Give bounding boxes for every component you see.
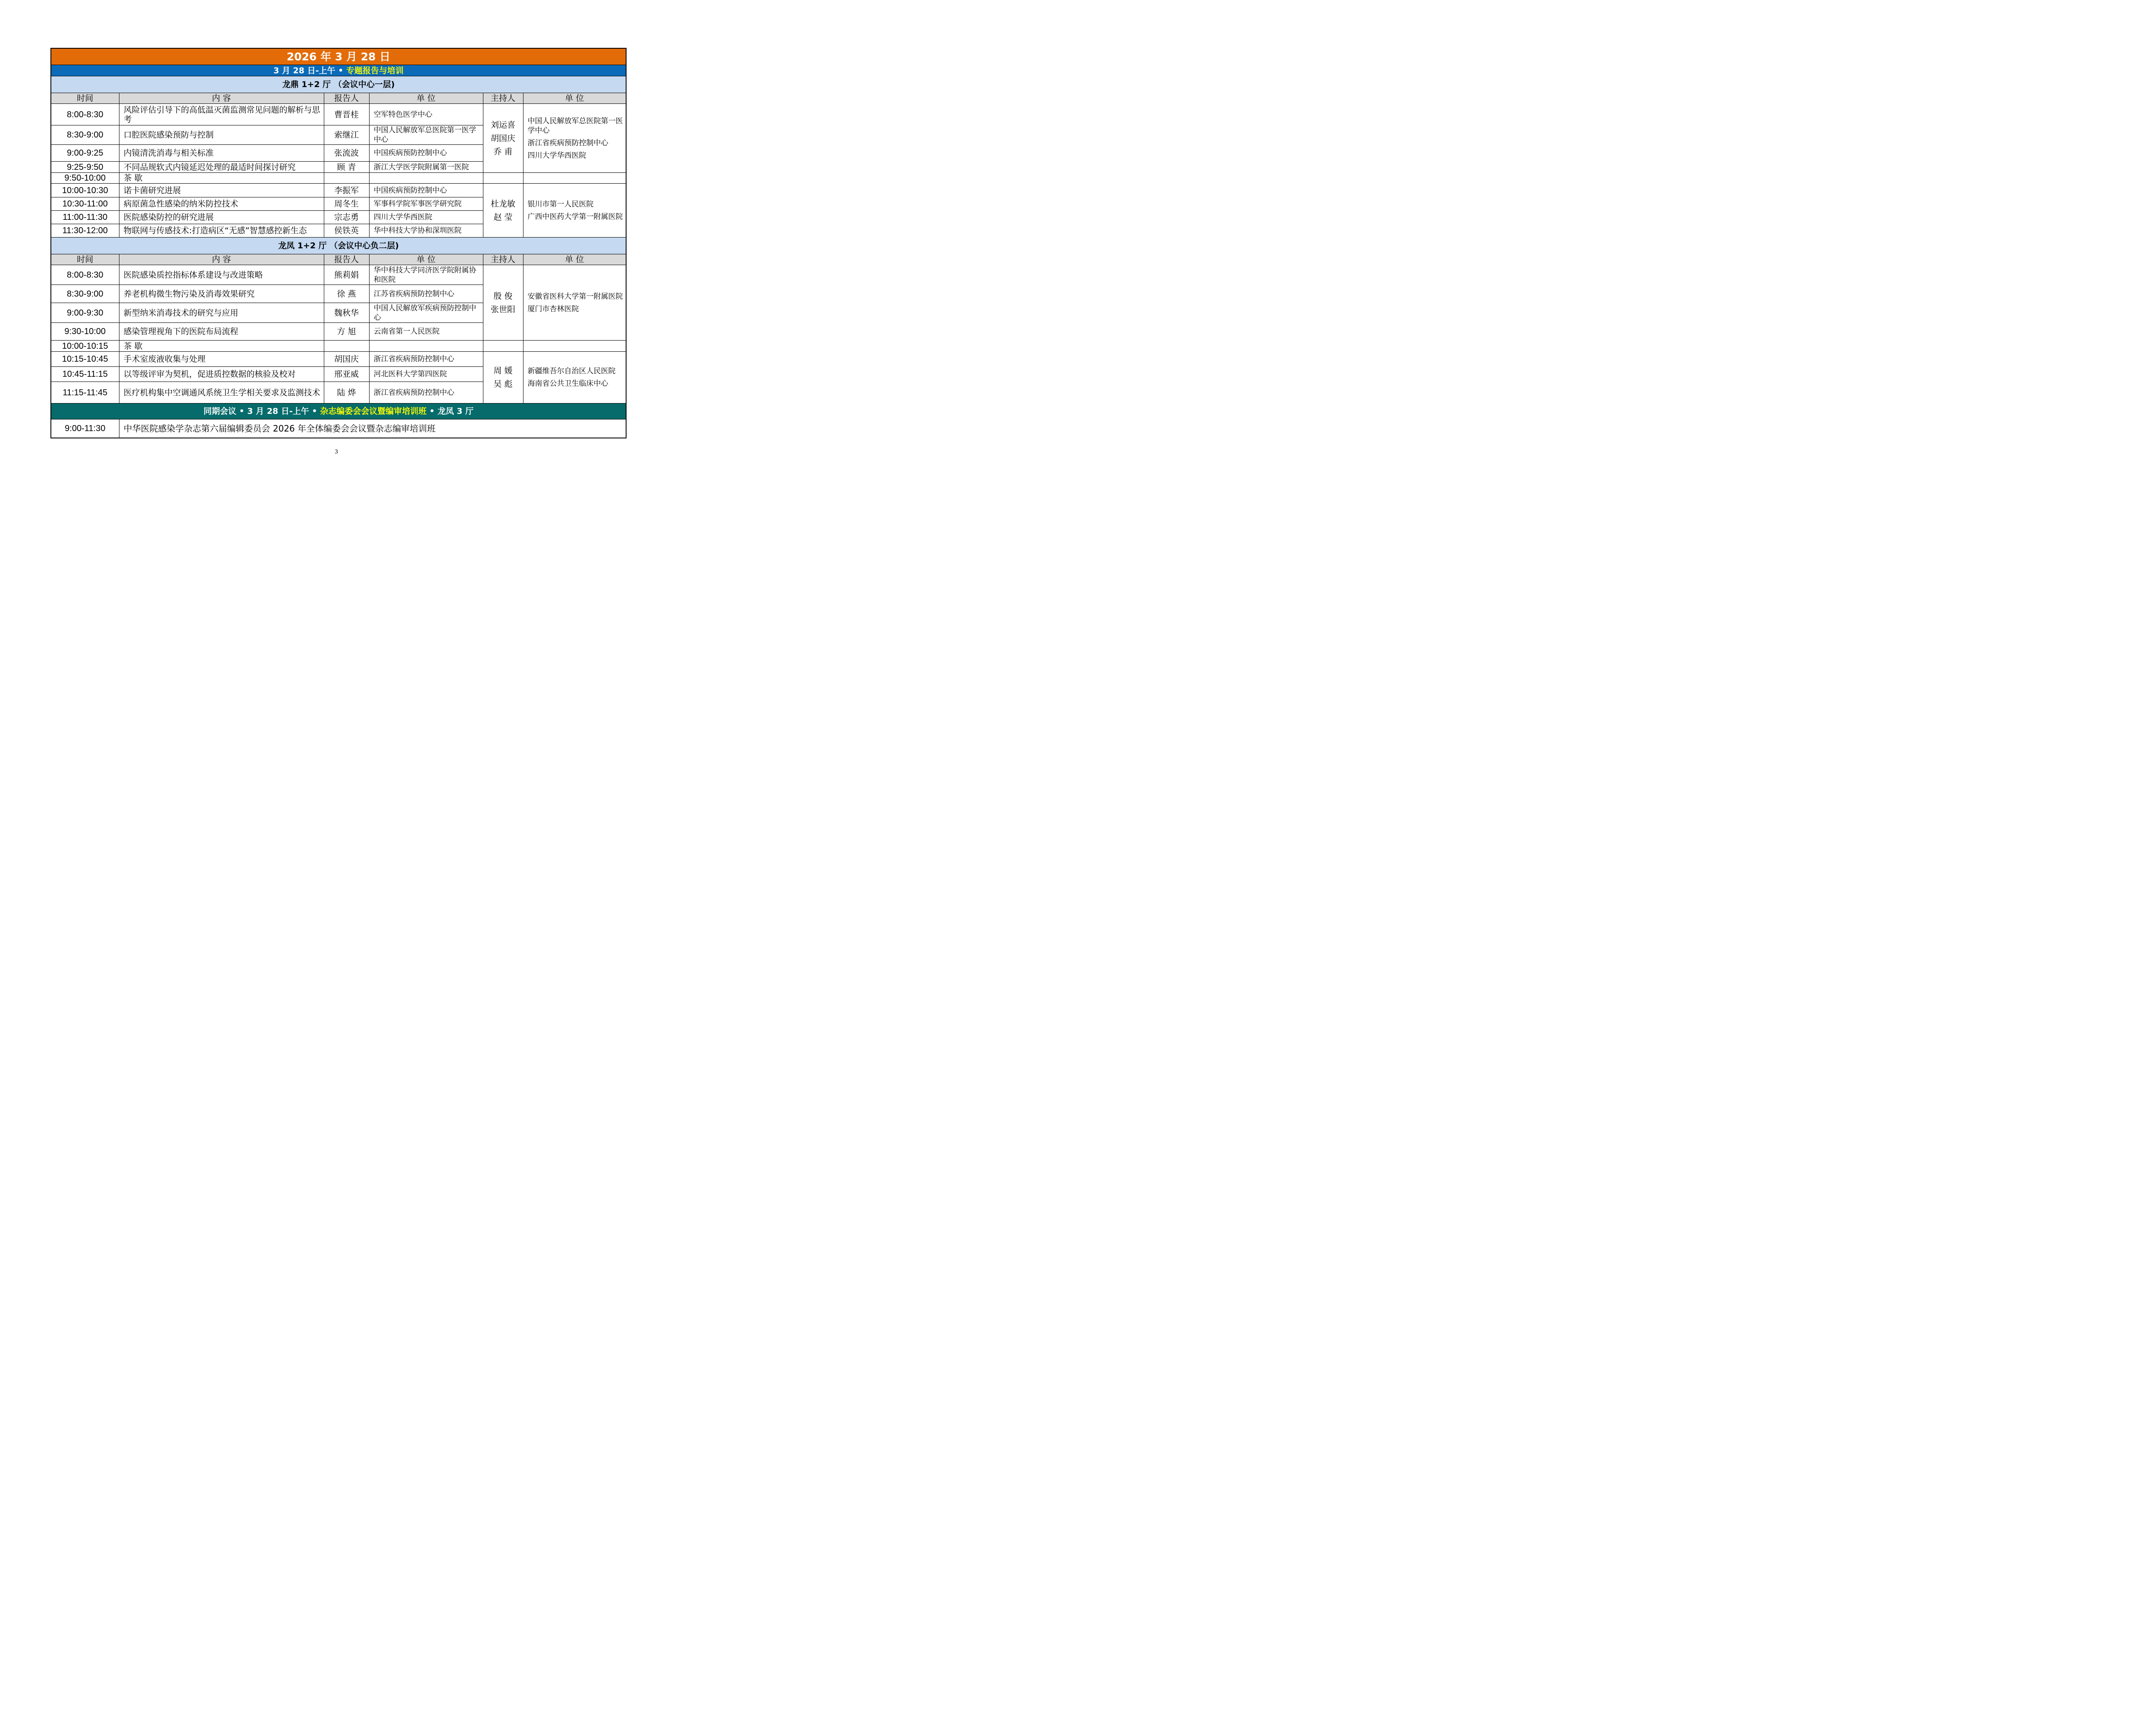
break-row	[51, 173, 626, 184]
parallel-meeting-name: 杂志编委会会议暨编审培训班	[320, 407, 427, 416]
empty-cell	[369, 173, 483, 184]
venue-name: 龙凤 1+2 厅 （会议中心负二层)	[51, 238, 626, 254]
time-cell: 8:00-8:30	[51, 104, 119, 125]
break-row	[51, 341, 626, 352]
unit-cell: 河北医科大学第四医院	[369, 367, 483, 382]
table-row	[51, 184, 626, 197]
time-cell: 11:30-12:00	[51, 224, 119, 238]
chair-unit: 海南省公共卫生临床中心	[527, 379, 608, 388]
unit-cell: 中国人民解放军疾病预防控制中心	[369, 303, 483, 323]
chair-unit: 中国人民解放军总医院第一医学中心	[527, 116, 623, 135]
table-row	[51, 419, 626, 438]
content-cell: 医院感染防控的研究进展	[119, 211, 324, 224]
parallel-meeting-row	[51, 404, 626, 419]
chair-name: 胡国庆	[490, 133, 515, 143]
time-cell: 11:15-11:45	[51, 382, 119, 404]
unit-cell: 军事科学院军事医学研究院	[369, 197, 483, 211]
header-chair-unit: 单 位	[523, 254, 626, 265]
content-cell: 医疗机构集中空调通风系统卫生学相关要求及监测技术	[119, 382, 324, 404]
session-date: 3 月 28 日-上午	[273, 66, 335, 75]
chair-unit: 银川市第一人民医院	[527, 200, 594, 209]
header-speaker: 报告人	[324, 93, 369, 104]
unit-cell: 空军特色医学中心	[369, 104, 483, 125]
parallel-date: 3 月 28 日-上午	[247, 407, 309, 416]
venue-name: 龙鼎 1+2 厅 （会议中心一层)	[51, 76, 626, 93]
speaker-cell: 徐 燕	[324, 285, 369, 303]
chair-unit-cell	[523, 184, 626, 238]
speaker-cell: 周冬生	[324, 197, 369, 211]
speaker-cell: 侯铁英	[324, 224, 369, 238]
speaker-cell: 魏秋华	[324, 303, 369, 323]
content-cell: 医院感染质控指标体系建设与改进策略	[119, 265, 324, 285]
chair-cell	[483, 352, 523, 404]
header-chair: 主持人	[483, 254, 523, 265]
content-cell: 不同品规软式内镜延迟处理的最适时间探讨研究	[119, 162, 324, 173]
unit-cell: 浙江大学医学院附属第一医院	[369, 162, 483, 173]
chair-cell	[483, 265, 523, 341]
speaker-cell: 熊莉娟	[324, 265, 369, 285]
speaker-cell: 胡国庆	[324, 352, 369, 367]
content-cell: 中华医院感染学杂志第六届编辑委员会 2026 年全体编委会会议暨杂志编审培训班	[119, 419, 626, 438]
unit-cell: 华中科技大学协和深圳医院	[369, 224, 483, 238]
content-cell: 风险评估引导下的高低温灭菌监测常见问题的解析与思考	[119, 104, 324, 125]
header-speaker: 报告人	[324, 254, 369, 265]
time-cell: 10:00-10:30	[51, 184, 119, 197]
empty-cell	[483, 341, 523, 352]
chair-unit: 广西中医药大学第一附属医院	[527, 212, 623, 221]
empty-cell	[324, 173, 369, 184]
unit-cell: 浙江省疾病预防控制中心	[369, 382, 483, 404]
bullet-dot: •	[312, 407, 317, 416]
time-cell: 9:25-9:50	[51, 162, 119, 173]
header-chair: 主持人	[483, 93, 523, 104]
unit-cell: 华中科技大学同济医学院附属协和医院	[369, 265, 483, 285]
time-cell: 9:00-11:30	[51, 419, 119, 438]
session-topic: 专题报告与培训	[346, 66, 404, 75]
table-row	[51, 104, 626, 125]
speaker-cell: 陆 烨	[324, 382, 369, 404]
content-cell: 茶 歇	[119, 341, 324, 352]
header-time: 时间	[51, 93, 119, 104]
content-cell: 养老机构微生物污染及消毒效果研究	[119, 285, 324, 303]
header-chair-unit: 单 位	[523, 93, 626, 104]
session-row	[51, 65, 626, 76]
empty-cell	[523, 341, 626, 352]
time-cell: 8:30-9:00	[51, 285, 119, 303]
content-cell: 以等级评审为契机，促进质控数据的核验及校对	[119, 367, 324, 382]
speaker-cell: 曹晋桂	[324, 104, 369, 125]
chair-cell	[483, 104, 523, 173]
content-cell: 诺卡菌研究进展	[119, 184, 324, 197]
speaker-cell: 顾 青	[324, 162, 369, 173]
chair-unit: 浙江省疾病预防控制中心	[527, 138, 608, 147]
chair-name: 吴 彪	[493, 379, 513, 389]
header-content: 内 容	[119, 93, 324, 104]
header-unit: 单 位	[369, 254, 483, 265]
venue-row	[51, 76, 626, 93]
speaker-cell: 索继江	[324, 125, 369, 145]
speaker-cell: 张流波	[324, 145, 369, 162]
content-cell: 病原菌急性感染的纳米防控技术	[119, 197, 324, 211]
unit-cell: 四川大学华西医院	[369, 211, 483, 224]
content-cell: 新型纳米消毒技术的研究与应用	[119, 303, 324, 323]
chair-name: 殷 俊	[493, 291, 513, 301]
table-row	[51, 265, 626, 285]
bullet-dot: •	[429, 407, 435, 416]
empty-cell	[523, 173, 626, 184]
venue-row	[51, 238, 626, 254]
empty-cell	[369, 341, 483, 352]
time-cell: 9:00-9:30	[51, 303, 119, 323]
chair-name: 周 媛	[493, 366, 513, 375]
page-title: 2026 年 3 月 28 日	[51, 48, 626, 65]
empty-cell	[483, 173, 523, 184]
unit-cell: 云南省第一人民医院	[369, 323, 483, 341]
time-cell: 9:30-10:00	[51, 323, 119, 341]
parallel-label: 同期会议	[203, 407, 236, 416]
time-cell: 10:30-11:00	[51, 197, 119, 211]
chair-unit: 四川大学华西医院	[527, 151, 586, 160]
page-number: 3	[335, 448, 338, 455]
time-cell: 9:50-10:00	[51, 173, 119, 184]
bullet-dot: •	[338, 66, 344, 75]
schedule-table	[50, 48, 627, 438]
speaker-cell: 邢亚威	[324, 367, 369, 382]
content-cell: 内镜清洗消毒与相关标准	[119, 145, 324, 162]
session-banner	[51, 65, 626, 76]
time-cell: 10:15-10:45	[51, 352, 119, 367]
unit-cell: 江苏省疾病预防控制中心	[369, 285, 483, 303]
content-cell: 物联网与传感技术:打造病区“无感”智慧感控新生态	[119, 224, 324, 238]
parallel-banner	[51, 404, 626, 419]
table-row	[51, 352, 626, 367]
chair-name: 张世阳	[490, 304, 515, 314]
bullet-dot: •	[239, 407, 244, 416]
unit-cell: 中国疾病预防控制中心	[369, 145, 483, 162]
time-cell: 10:45-11:15	[51, 367, 119, 382]
content-cell: 感染管理视角下的医院布局流程	[119, 323, 324, 341]
speaker-cell: 方 旭	[324, 323, 369, 341]
unit-cell: 浙江省疾病预防控制中心	[369, 352, 483, 367]
empty-cell	[324, 341, 369, 352]
chair-unit-cell	[523, 352, 626, 404]
chair-cell	[483, 184, 523, 238]
chair-name: 赵 莹	[493, 212, 513, 222]
title-row	[51, 48, 626, 65]
time-cell: 9:00-9:25	[51, 145, 119, 162]
content-cell: 手术室废液收集与处理	[119, 352, 324, 367]
chair-name: 刘运喜	[490, 120, 515, 130]
chair-unit: 新疆维吾尔自治区人民医院	[527, 367, 616, 375]
time-cell: 8:00-8:30	[51, 265, 119, 285]
chair-name: 乔 甫	[493, 147, 513, 156]
parallel-room: 龙凤 3 厅	[437, 407, 474, 416]
time-cell: 11:00-11:30	[51, 211, 119, 224]
column-header-row	[51, 254, 626, 265]
column-header-row	[51, 93, 626, 104]
unit-cell: 中国人民解放军总医院第一医学中心	[369, 125, 483, 145]
content-cell: 茶 歇	[119, 173, 324, 184]
speaker-cell: 宗志勇	[324, 211, 369, 224]
content-cell: 口腔医院感染预防与控制	[119, 125, 324, 145]
chair-unit-cell	[523, 104, 626, 173]
chair-name: 杜龙敏	[490, 199, 515, 209]
header-unit: 单 位	[369, 93, 483, 104]
time-cell: 8:30-9:00	[51, 125, 119, 145]
chair-unit: 厦门市杏林医院	[527, 304, 579, 313]
chair-unit-cell	[523, 265, 626, 341]
header-time: 时间	[51, 254, 119, 265]
speaker-cell: 李振军	[324, 184, 369, 197]
time-cell: 10:00-10:15	[51, 341, 119, 352]
unit-cell: 中国疾病预防控制中心	[369, 184, 483, 197]
header-content: 内 容	[119, 254, 324, 265]
chair-unit: 安徽省医科大学第一附属医院	[527, 292, 623, 301]
